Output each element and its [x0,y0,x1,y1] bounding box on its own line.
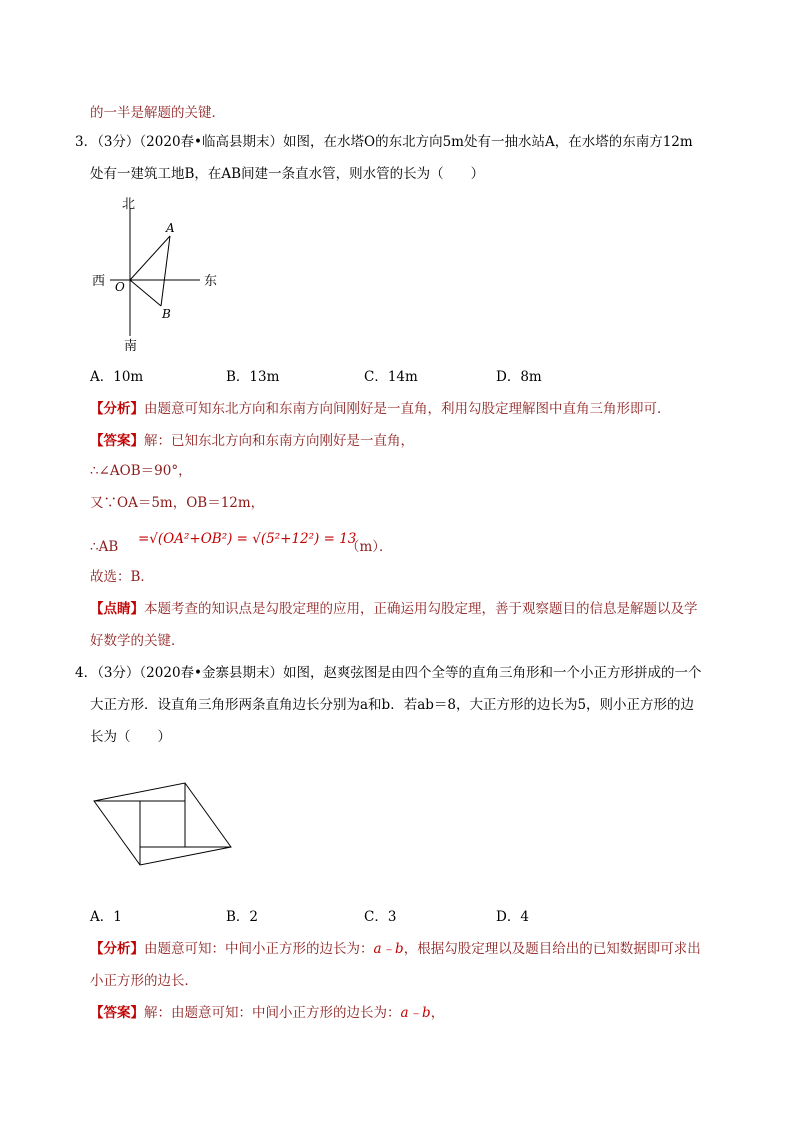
question-3-stem-line2: 处有一建筑工地B，在AB间建一条直水管，则水管的长为（ ） [90,166,485,182]
question-3-answer-line5: 故选：B． [90,569,154,585]
question-3-answer-line2: ∴∠AOB＝90°， [90,463,192,479]
question-4-number: 4． [75,665,98,681]
question-3-stem-text: （3分）（2020春•临高县期末）如图，在水塔O的东北方向5m处有一抽水站A，在水塔的东南方12m [97,134,693,150]
question-4-stem-line2: 大正方形．设直角三角形两条直角边长分别为a和b．若ab＝8，大正方形的边长为5，则小正方形的边 [90,697,695,713]
analysis-text-b: ，根据勾股定理以及题目给出的已知数据即可求出 [403,941,701,957]
point-b-label: B [162,307,171,321]
west-label: 西 [92,274,106,289]
analysis-text-a: 由题意可知：中间小正方形的边长为： [144,941,374,957]
answer-tail: ， [430,1005,445,1021]
question-3-answer-line1 [90,432,414,450]
question-4-answer-line1 [90,1004,444,1022]
question-4-stem-text: （3分）（2020春•金寨县期末）如图，赵爽弦图是由四个全等的直角三角形和一个小正方形拼成的一个 [97,665,702,681]
question-3-compass-figure [88,190,228,360]
question-4-analysis-line2: 小正方形的边长． [90,973,198,989]
comment-tag: 【点睛】 [90,601,144,617]
answer-text: 解：由题意可知：中间小正方形的边长为： [144,1005,401,1021]
segment-ab [161,236,170,306]
question-4-analysis-line1 [90,940,701,958]
point-o-label: O [115,280,125,294]
question-4-zhao-shuang-figure [88,780,248,900]
segment-oa [130,236,170,280]
answer-text: 解：已知东北方向和东南方向刚好是一直角， [144,433,414,449]
previous-answer-tail: 的一半是解题的关键． [90,105,225,121]
question-3-answer-line3: 又∵OA＝5m，OB＝12m， [90,495,265,511]
question-3-comment-line2: 好数学的关键． [90,633,185,649]
question-3-analysis [90,400,671,418]
question-3-number: 3． [75,134,98,150]
question-4-stem-line3: 长为（ ） [90,729,171,745]
question-3-option-d: D．8m [496,369,542,385]
question-4-option-c: C．3 [364,909,397,925]
east-label: 东 [204,274,218,289]
answer-ab-prefix: ∴AB [90,539,119,555]
question-3-formula-unit: （m）． [346,539,393,555]
question-4-option-a: A．1 [90,909,122,925]
question-4-stem-line1 [75,664,702,682]
question-4-option-b: B．2 [226,909,259,925]
south-label: 南 [124,339,138,354]
point-a-label: A [166,221,175,235]
formula-text: =√(OA²+OB²) = √(5²+12²) = 13 [138,531,357,547]
question-3-option-b: B．13m [226,369,280,385]
question-3-answer-line4 [90,538,118,556]
answer-tag: 【答案】 [90,433,144,449]
question-3-option-a: A．10m [90,369,144,385]
segment-ob [130,280,161,306]
answer-tag: 【答案】 [90,1005,144,1021]
outer-square [94,783,231,865]
analysis-text: 由题意可知东北方向和东南方向间刚好是一直角，利用勾股定理解图中直角三角形即可． [144,401,671,417]
north-label: 北 [122,197,136,212]
analysis-tag: 【分析】 [90,401,144,417]
question-3-stem-line1 [75,133,693,151]
question-4-option-d: D．4 [496,909,529,925]
question-3-formula [138,530,356,548]
question-3-option-c: C．14m [364,369,418,385]
analysis-expression: a﹣b [373,941,404,957]
question-3-comment-line1 [90,600,698,618]
answer-expression: a﹣b [400,1005,431,1021]
comment-text: 本题考查的知识点是勾股定理的应用，正确运用勾股定理，善于观察题目的信息是解题以及学 [144,601,698,617]
analysis-tag: 【分析】 [90,941,144,957]
